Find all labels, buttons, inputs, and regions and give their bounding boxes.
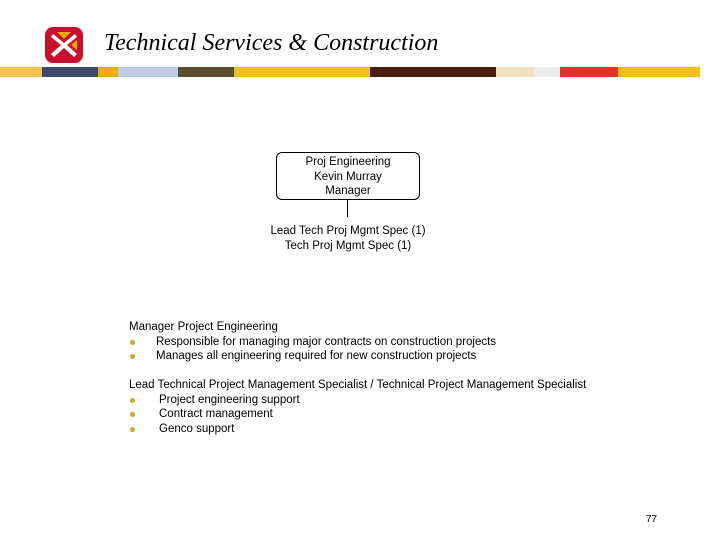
stripe-segment xyxy=(496,67,534,77)
org-box-line: Manager xyxy=(325,185,371,197)
list-item-text: Responsible for managing major contracts on construction projects xyxy=(156,335,497,348)
list-item xyxy=(129,393,586,408)
stripe-segment xyxy=(234,67,370,77)
role-bullet-list xyxy=(129,393,586,437)
role-heading: Lead Technical Project Management Specialist / Technical Project Management Specialist xyxy=(129,379,587,391)
bullet-icon xyxy=(130,412,135,417)
role-bullet-list xyxy=(129,335,496,364)
org-connector-line xyxy=(347,200,348,217)
role-description-specialist xyxy=(129,378,586,436)
stripe-segment xyxy=(370,67,496,77)
stripe-segment xyxy=(534,67,560,77)
page-title: Technical Services & Construction xyxy=(104,30,439,56)
role-description-manager xyxy=(129,320,496,364)
stripe-segment xyxy=(42,67,98,77)
role-heading: Manager Project Engineering xyxy=(129,321,278,333)
org-chart-reports xyxy=(230,224,466,253)
color-stripe xyxy=(0,67,720,77)
list-item xyxy=(129,349,496,364)
org-box-line: Proj Engineering xyxy=(305,156,391,168)
list-item-text: Manages all engineering required for new construction projects xyxy=(156,350,477,362)
stripe-segment xyxy=(560,67,618,77)
bullet-icon xyxy=(130,354,135,359)
bullet-icon xyxy=(130,398,135,403)
list-item xyxy=(129,335,496,350)
list-item-text: Contract management xyxy=(159,408,273,420)
company-logo xyxy=(44,26,84,64)
list-item-text: Project engineering support xyxy=(159,393,300,406)
list-item-text: Genco support xyxy=(159,422,235,435)
bullet-icon xyxy=(130,427,135,432)
org-box-line: Kevin Murray xyxy=(314,170,382,183)
stripe-segment xyxy=(98,67,118,77)
org-report-line: Lead Tech Proj Mgmt Spec (1) xyxy=(270,225,426,237)
page-number: 77 xyxy=(646,514,658,525)
stripe-segment xyxy=(700,67,720,77)
org-report-line: Tech Proj Mgmt Spec (1) xyxy=(284,239,412,252)
stripe-segment xyxy=(618,67,700,77)
list-item xyxy=(129,407,586,422)
bullet-icon xyxy=(130,340,135,345)
org-chart-manager-box xyxy=(276,152,420,200)
stripe-segment xyxy=(0,67,42,77)
list-item xyxy=(129,422,586,437)
stripe-segment xyxy=(178,67,234,77)
stripe-segment xyxy=(118,67,178,77)
